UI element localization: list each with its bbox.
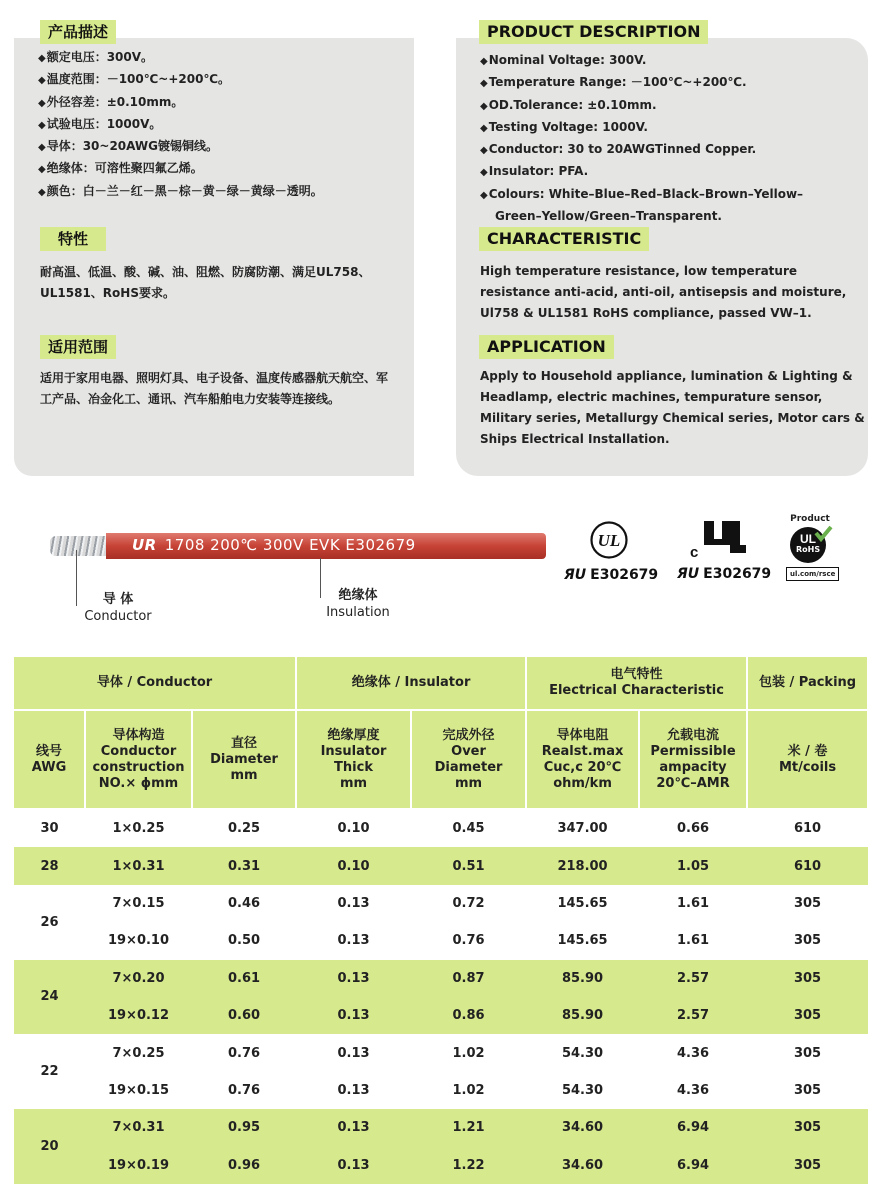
column-header: 导体电阻 Realst.max Cuc,c 20℃ ohm/km bbox=[526, 710, 639, 809]
conductor-label-en: Conductor bbox=[84, 609, 152, 624]
table-cell: 2.57 bbox=[639, 960, 747, 997]
en-characteristic-text: High temperature resistance, low temperature resistance anti-acid, anti-oil, antisepsis and moisture, Ul758 & UL1581 RoHS compliance, passed VW–1. bbox=[480, 264, 847, 320]
table-cell: 0.13 bbox=[296, 960, 411, 997]
table-row bbox=[14, 960, 868, 997]
cable-marking-text: 1708 200℃ 300V EVK E302679 bbox=[164, 536, 416, 554]
table-cell: 34.60 bbox=[526, 1147, 639, 1184]
table-cell: 0.13 bbox=[296, 1109, 411, 1146]
awg-cell: 26 bbox=[40, 914, 59, 930]
en-description-item: ◆ Colours: White–Blue–Red–Black–Brown–Yellow– bbox=[480, 184, 865, 206]
table-cell: 85.90 bbox=[526, 960, 639, 997]
cn-description-item: ◆ 导体：30~20AWG镀锡铜线。 bbox=[38, 136, 408, 158]
en-description-item: ◆ Conductor: 30 to 20AWGTinned Copper. bbox=[480, 139, 865, 161]
cn-description-item: ◆ 颜色：白－兰－红－黑－棕－黄－绿－黄绿－透明。 bbox=[38, 181, 408, 203]
table-cell: 1.02 bbox=[452, 1082, 485, 1098]
table-row bbox=[14, 885, 868, 922]
table-cell: 7×0.31 bbox=[85, 1109, 192, 1146]
table-cell: 4.36 bbox=[676, 1045, 710, 1061]
table-cell: 0.87 bbox=[411, 960, 526, 997]
table-cell: 0.13 bbox=[296, 997, 411, 1034]
cn-characteristic-heading: 特性 bbox=[40, 227, 106, 251]
en-application-heading: APPLICATION bbox=[479, 335, 614, 359]
table-row bbox=[14, 809, 868, 847]
column-header: 允载电流 Permissible ampacity 20℃–AMR bbox=[639, 710, 747, 809]
en-description-item: ◆ Nominal Voltage: 300V. bbox=[480, 50, 865, 72]
table-cell: 54.30 bbox=[561, 1082, 604, 1098]
table-cell: 0.96 bbox=[192, 1147, 296, 1184]
packing-group-header: 包装 / Packing bbox=[747, 657, 868, 710]
insulator-group-header: 绝缘体 / Insulator bbox=[296, 657, 526, 710]
table-cell: 0.13 bbox=[337, 895, 370, 911]
table-cell: 305 bbox=[747, 1109, 868, 1146]
cn-description-list bbox=[38, 47, 408, 203]
cn-description-item: ◆ 试验电压：1000V。 bbox=[38, 114, 408, 136]
table-cell: 0.95 bbox=[192, 1109, 296, 1146]
table-cell: 7×0.15 bbox=[112, 895, 165, 911]
table-cell: 19×0.15 bbox=[107, 1082, 170, 1098]
table-cell: 305 bbox=[747, 1147, 868, 1184]
column-header: 完成外径 Over Diameter mm bbox=[411, 710, 526, 809]
table-cell: 0.45 bbox=[452, 821, 485, 837]
table-cell: 305 bbox=[793, 895, 822, 911]
table-cell: 0.13 bbox=[296, 1147, 411, 1184]
en-description-item: ◆ Insulator: PFA. bbox=[480, 161, 865, 183]
table-cell: 0.46 bbox=[227, 895, 261, 911]
table-cell: 6.94 bbox=[639, 1109, 747, 1146]
insulation-label-en: Insulation bbox=[326, 605, 390, 620]
cn-description-item: ◆ 温度范围：－100℃~+200℃。 bbox=[38, 69, 408, 91]
table-cell: 0.13 bbox=[337, 933, 370, 949]
table-cell: 610 bbox=[793, 821, 822, 837]
table-cell: 4.36 bbox=[676, 1082, 710, 1098]
cable-print-marking bbox=[132, 536, 416, 554]
table-cell: 347.00 bbox=[557, 821, 608, 837]
table-cell: 145.65 bbox=[557, 933, 608, 949]
table-cell: 1×0.25 bbox=[112, 821, 165, 837]
awg-cell: 20 bbox=[14, 1109, 85, 1184]
table-cell: 305 bbox=[793, 1045, 822, 1061]
conductor-leader-line bbox=[76, 550, 77, 606]
table-cell: 0.86 bbox=[411, 997, 526, 1034]
table-cell: 0.51 bbox=[411, 847, 526, 884]
table-cell: 0.13 bbox=[337, 1082, 370, 1098]
electrical-group-header: 电气特性 Electrical Characteristic bbox=[526, 657, 747, 710]
table-cell: 218.00 bbox=[526, 847, 639, 884]
svg-text:c: c bbox=[690, 544, 699, 561]
column-header: 直径 Diameter mm bbox=[192, 710, 296, 809]
table-row bbox=[14, 847, 868, 884]
table-cell: 7×0.25 bbox=[112, 1045, 165, 1061]
table-cell: 305 bbox=[793, 1082, 822, 1098]
en-description-heading: PRODUCT DESCRIPTION bbox=[479, 20, 708, 44]
cn-characteristic-text: 耐高温、低温、酸、碱、油、阻燃、防腐防潮、满足UL758、UL1581、RoHS要求。 bbox=[40, 265, 371, 300]
table-row bbox=[14, 1034, 868, 1071]
conductor-callout bbox=[83, 591, 153, 625]
cn-application-text: 适用于家用电器、照明灯具、电子设备、温度传感器航天航空、军工产品、冶金化工、通讯、汽车船舶电力安装等连接线。 bbox=[40, 371, 389, 406]
column-header: 线号 AWG bbox=[14, 710, 85, 809]
conductor-label-cn: 导 体 bbox=[102, 592, 134, 607]
en-description-item-continuation: Green–Yellow/Green–Transparent. bbox=[495, 209, 722, 224]
table-cell: 0.10 bbox=[337, 821, 370, 837]
cn-description-heading: 产品描述 bbox=[40, 20, 116, 44]
column-header: 绝缘厚度 Insulator Thick mm bbox=[296, 710, 411, 809]
ul-website-label: ul.com/rsce bbox=[786, 567, 839, 581]
awg-cell: 28 bbox=[14, 847, 85, 884]
en-description-item: ◆ OD.Tolerance: ±0.10mm. bbox=[480, 95, 865, 117]
table-cell: 0.76 bbox=[452, 933, 485, 949]
en-application-text: Apply to Household appliance, lumination & Lighting & Headlamp, electric machines, tempurature sensor, Military series, Metallurgy Chemical series, Motor cars & Ships Electrical Installation. bbox=[480, 369, 865, 446]
table-cell: 0.66 bbox=[676, 821, 710, 837]
table-cell: 6.94 bbox=[639, 1147, 747, 1184]
table-cell: 7×0.20 bbox=[85, 960, 192, 997]
table-cell: 0.61 bbox=[192, 960, 296, 997]
awg-cell: 30 bbox=[40, 821, 59, 837]
table-cell: 0.76 bbox=[227, 1045, 261, 1061]
ur-small-icon-2: ЯU bbox=[677, 566, 700, 582]
ul-file-number: ЯU E302679 bbox=[564, 567, 659, 583]
table-row bbox=[14, 922, 868, 959]
en-description-list bbox=[480, 50, 865, 228]
table-cell: 1.61 bbox=[676, 933, 710, 949]
table-cell: 19×0.12 bbox=[85, 997, 192, 1034]
insulation-label-cn: 绝缘体 bbox=[338, 588, 378, 603]
awg-cell: 24 bbox=[14, 960, 85, 1035]
table-cell: 1×0.31 bbox=[85, 847, 192, 884]
column-header: 导体构造 Conductor construction NO.× ϕmm bbox=[85, 710, 192, 809]
specification-table bbox=[14, 657, 869, 1184]
rohs-text: RoHS bbox=[796, 545, 821, 554]
table-cell: 0.10 bbox=[296, 847, 411, 884]
table-cell: 305 bbox=[793, 933, 822, 949]
table-cell: 2.57 bbox=[639, 997, 747, 1034]
table-cell: 305 bbox=[747, 960, 868, 997]
en-characteristic-heading: CHARACTERISTIC bbox=[479, 227, 649, 251]
column-header: 米 / 卷 Mt/coils bbox=[747, 710, 868, 809]
cn-application-heading: 适用范围 bbox=[40, 335, 116, 359]
ur-small-icon: ЯU bbox=[564, 567, 587, 583]
table-cell: 305 bbox=[747, 997, 868, 1034]
ur-mark-icon: UR bbox=[132, 536, 157, 554]
conductor-group-header: 导体 / Conductor bbox=[14, 657, 296, 710]
table-cell: 0.50 bbox=[227, 933, 261, 949]
awg-cell: 22 bbox=[40, 1064, 59, 1080]
en-description-item: ◆ Temperature Range: －100℃~+200℃. bbox=[480, 72, 865, 94]
table-cell: 54.30 bbox=[561, 1045, 604, 1061]
ul-listed-logo-icon bbox=[589, 520, 629, 560]
table-cell: 0.25 bbox=[227, 821, 261, 837]
insulation-leader-line bbox=[320, 558, 321, 598]
cul-file-number: ЯU E302679 bbox=[677, 566, 772, 582]
cul-recognized-logo-icon bbox=[690, 515, 754, 563]
table-cell: 19×0.19 bbox=[85, 1147, 192, 1184]
svg-text:UL: UL bbox=[597, 531, 621, 550]
table-row bbox=[14, 1147, 868, 1184]
cn-description-item: ◆ 绝缘体：可溶性聚四氟乙烯。 bbox=[38, 158, 408, 180]
table-cell: 1.21 bbox=[411, 1109, 526, 1146]
cn-description-item: ◆ 外径容差：±0.10mm。 bbox=[38, 92, 408, 114]
table-cell: 19×0.10 bbox=[107, 933, 170, 949]
rohs-product-label: Product bbox=[790, 514, 830, 524]
table-row bbox=[14, 1072, 868, 1109]
table-cell: 0.76 bbox=[227, 1082, 261, 1098]
cn-description-item: ◆ 额定电压：300V。 bbox=[38, 47, 408, 69]
insulation-callout bbox=[325, 587, 391, 621]
table-cell: 1.02 bbox=[452, 1045, 485, 1061]
table-row bbox=[14, 1109, 868, 1146]
specification-table-body bbox=[14, 809, 868, 1184]
table-cell: 0.13 bbox=[337, 1045, 370, 1061]
table-cell: 145.65 bbox=[557, 895, 608, 911]
table-row bbox=[14, 997, 868, 1034]
svg-text:UL: UL bbox=[800, 532, 816, 546]
table-cell: 1.05 bbox=[639, 847, 747, 884]
table-cell: 0.72 bbox=[452, 895, 485, 911]
en-description-item: ◆ Testing Voltage: 1000V. bbox=[480, 117, 865, 139]
table-cell: 34.60 bbox=[526, 1109, 639, 1146]
table-cell: 0.31 bbox=[192, 847, 296, 884]
column-header-row bbox=[14, 710, 868, 809]
table-cell: 610 bbox=[747, 847, 868, 884]
table-cell: 0.60 bbox=[192, 997, 296, 1034]
conductor-strands bbox=[50, 536, 108, 556]
table-cell: 1.22 bbox=[411, 1147, 526, 1184]
table-cell: 1.61 bbox=[676, 895, 710, 911]
table-cell: 85.90 bbox=[526, 997, 639, 1034]
